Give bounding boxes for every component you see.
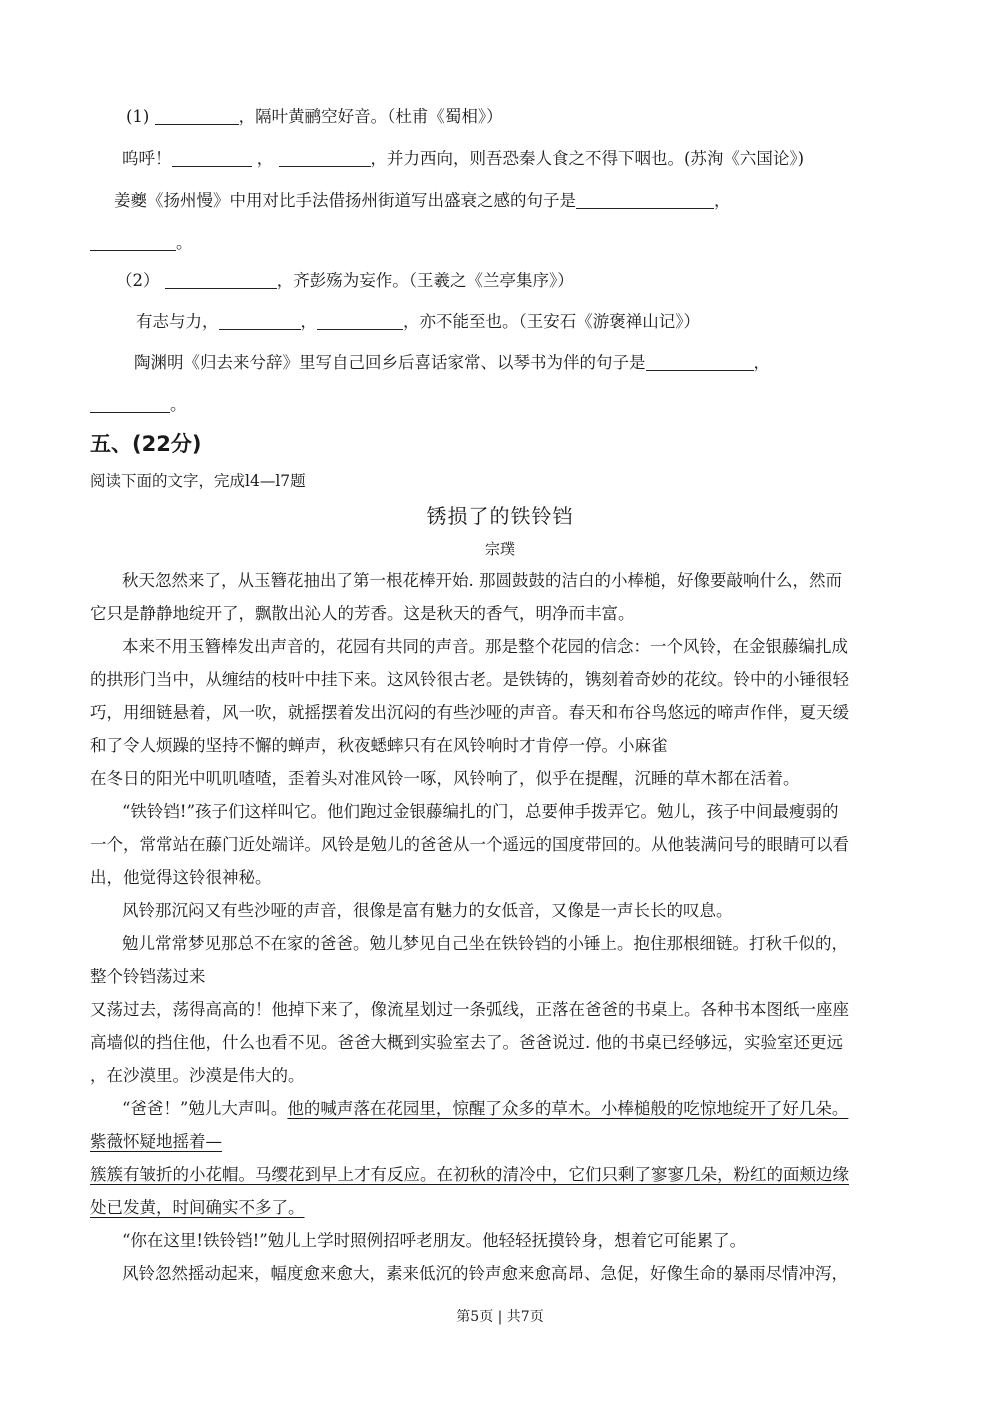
article-line bbox=[122, 1098, 848, 1120]
q1-line-3-text: 姜夔《扬州慢》中用对比手法借扬州街道写出盛衰之感的句子是 bbox=[114, 191, 576, 210]
q2-line-3-end: ， bbox=[753, 353, 770, 372]
article-line: 勉儿常常梦见那总不在家的爸爸。勉儿梦见自己坐在铁铃铛的小锤上。抱住那根细链。打秋千似的， bbox=[122, 934, 848, 953]
article-line: 巧，用细链悬着，风一吹，就摇摆着发出沉闷的有些沙哑的声音。春天和布谷鸟悠远的啼声作伴，夏天缓 bbox=[90, 703, 849, 722]
q2-line-3-text: 陶渊明《归去来兮辞》里写自己回乡后喜话家常、以琴书为伴的句子是 bbox=[134, 353, 646, 372]
answer-blank[interactable] bbox=[90, 234, 176, 251]
article-line: 它只是静静地绽开了，飘散出沁人的芳香。这是秋天的香气，明净而丰富。 bbox=[90, 604, 635, 623]
answer-blank[interactable] bbox=[172, 150, 252, 167]
q2-line-2-text: ，亦不能至也。（王安石《游褒禅山记》） bbox=[403, 312, 700, 331]
answer-blank[interactable] bbox=[165, 272, 277, 289]
q2-line-4-end: 。 bbox=[170, 395, 187, 414]
answer-blank[interactable] bbox=[155, 108, 239, 125]
article-author: 宗璞 bbox=[484, 540, 515, 558]
q1-line-2-text: ，并力西向，则吾恐秦人食之不得下咽也。(苏洵《六国论》) bbox=[370, 149, 805, 168]
article-line: 高墙似的挡住他，什么也看不见。爸爸大概到实验室去了。爸爸说过. 他的书桌已经够远，实验室还更远 bbox=[90, 1033, 843, 1052]
article-line: 风铃那沉闷又有些沙哑的声音，很像是富有魅力的女低音，又像是一声长长的叹息。 bbox=[122, 901, 733, 920]
answer-blank[interactable] bbox=[90, 396, 170, 413]
article-line: 秋天忽然来了，从玉簪花抽出了第一根花棒开始. 那圆鼓鼓的洁白的小棒槌，好像要敲响什么，然而 bbox=[122, 571, 842, 590]
quote-text: “爸爸！”勉儿大声叫。 bbox=[122, 1099, 288, 1118]
article-line: 整个铃铛荡过来 bbox=[90, 967, 206, 986]
q2-line-4 bbox=[90, 394, 187, 416]
answer-blank[interactable] bbox=[646, 354, 754, 371]
article-line: 又荡过去，荡得高高的！他掉下来了，像流星划过一条弧线，正落在爸爸的书桌上。各种书本图纸一座座 bbox=[90, 1000, 849, 1019]
answer-blank[interactable] bbox=[576, 192, 714, 209]
article-line: “你在这里!铁铃铛!”勉儿上学时照例招呼老朋友。他轻轻抚摸铃身，想着它可能累了。 bbox=[122, 1231, 747, 1250]
q1-line-2-sep: ， bbox=[256, 149, 274, 168]
article-line: 本来不用玉簪棒发出声音的，花园有共同的声音。那是整个花园的信念：一个风铃，在金银藤编扎成 bbox=[122, 637, 848, 656]
article-line: 和了令人烦躁的坚持不懈的蝉声，秋夜蟋蟀只有在风铃响时才肯停一停。小麻雀 bbox=[90, 736, 668, 755]
article-line: 出，他觉得这铃很神秘。 bbox=[90, 868, 272, 887]
article-line: 的拱形门当中，从缠结的枝叶中挂下来。这风铃很古老。是铁铸的，镌刻着奇妙的花纹。铃中的小锤很轻 bbox=[90, 670, 849, 689]
article-line: 一个，常常站在藤门近处端详。风铃是勉儿的爸爸从一个遥远的国度带回的。从他装满问号的眼睛可以看 bbox=[90, 835, 849, 854]
q2-line-2-sep: ， bbox=[300, 312, 317, 331]
q1-line-4 bbox=[90, 232, 193, 254]
q1-line-3 bbox=[114, 190, 731, 212]
q1-label: (1) bbox=[126, 107, 150, 126]
underlined-passage: 他的喊声落在花园里，惊醒了众多的草木。小棒槌般的吃惊地绽开了好几朵。 bbox=[287, 1099, 849, 1118]
q1-line-2-prefix: 呜呼！ bbox=[122, 149, 172, 168]
underlined-passage: 紫薇怀疑地摇着— bbox=[90, 1132, 222, 1151]
section-heading: 五、(22分) bbox=[90, 432, 202, 456]
q1-line-2 bbox=[122, 148, 804, 170]
page-footer: 第5页 | 共7页 bbox=[456, 1309, 544, 1325]
article-line: 风铃忽然摇动起来，幅度愈来愈大，素来低沉的铃声愈来愈高昂、急促，好像生命的暴雨尽情冲泻， bbox=[122, 1264, 848, 1283]
q2-line-1-text: ，齐彭殇为妄作。（王羲之《兰亭集序》） bbox=[276, 271, 574, 290]
q1-line-3-end: ， bbox=[714, 191, 731, 210]
underlined-passage: 簇簇有皱折的小花帽。马缨花到早上才有反应。在初秋的清冷中，它们只剩了寥寥几朵，粉红的面颊边缘 bbox=[90, 1165, 849, 1184]
article-line: 在冬日的阳光中叽叽喳喳，歪着头对准风铃一啄，风铃响了，似乎在提醒，沉睡的草木都在活着。 bbox=[90, 769, 800, 788]
underlined-passage: 处已发黄，时间确实不多了。 bbox=[90, 1198, 305, 1217]
q1-line-1-text: ，隔叶黄鹂空好音。（杜甫《蜀相》） bbox=[238, 107, 503, 126]
q2-label: （2） bbox=[116, 271, 160, 290]
section-instruction: 阅读下面的文字，完成l4—l7题 bbox=[90, 472, 306, 490]
article-line: ，在沙漠里。沙漠是伟大的。 bbox=[90, 1066, 305, 1085]
q2-line-2 bbox=[136, 311, 700, 333]
q1-line-4-end: 。 bbox=[176, 233, 193, 252]
q2-line-1 bbox=[116, 270, 574, 292]
answer-blank[interactable] bbox=[317, 313, 403, 330]
q1-line-1 bbox=[126, 106, 503, 128]
article-line: “铁铃铛!”孩子们这样叫它。他们跑过金银藤编扎的门，总要伸手拨弄它。勉儿，孩子中间最瘦弱的 bbox=[122, 802, 839, 821]
q2-line-3 bbox=[134, 352, 770, 374]
article-title: 锈损了的铁铃铛 bbox=[426, 504, 574, 528]
answer-blank[interactable] bbox=[279, 150, 371, 167]
q2-line-2-prefix: 有志与力， bbox=[136, 312, 219, 331]
answer-blank[interactable] bbox=[219, 313, 301, 330]
